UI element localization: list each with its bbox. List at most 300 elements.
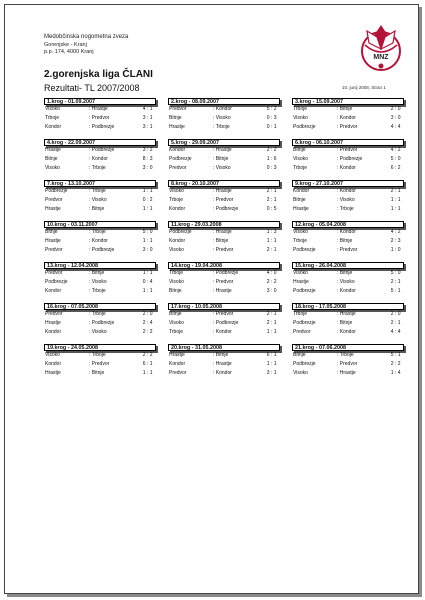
home-team: Podbrezje [45,279,68,285]
match-score: 2 : 0 [390,311,401,317]
match-row [292,105,404,114]
away-team: : Predvor [337,147,358,153]
round-block [292,180,404,215]
home-team: Predvor [45,247,63,253]
match-score: 2 : 2 [266,147,277,153]
away-team: : Bitnje [337,270,353,276]
match-score: 5 : 1 [390,352,401,358]
home-team: Bitnje [293,147,306,153]
home-team: Podbrezje [293,124,316,130]
match-score: 0 : 1 [266,124,277,130]
home-team: Podbrezje [293,247,316,253]
away-team: : Hrastje [213,361,232,367]
home-team: Trboje [293,165,307,171]
match-row [292,369,404,378]
match-row [168,278,280,287]
organization-block [44,34,128,57]
home-team: Trboje [293,311,307,317]
away-team: : Hrastje [337,311,356,317]
home-team: Bitnje [45,156,58,162]
home-team: Predvor [45,311,63,317]
match-score: 2 : 2 [142,352,153,358]
away-team: : Bitnje [213,156,229,162]
home-team: Predvor [293,329,311,335]
match-row [292,360,404,369]
page-title: 2.gorenjska liga ČLANI [44,69,153,80]
away-team: : Podbrezje [213,206,239,212]
away-team: : Predvor [213,311,234,317]
away-team: : Kondor [337,188,356,194]
match-row [44,287,156,296]
match-row [44,237,156,246]
round-block [292,303,404,338]
match-score: 2 : 0 [390,106,401,112]
match-score: 4 : 0 [266,270,277,276]
away-team: : Podbrezje [89,147,115,153]
away-team: : Visoko [337,279,355,285]
match-score: 5 : 1 [390,288,401,294]
round-block [292,98,404,133]
home-team: Bitnje [293,197,306,203]
match-score: 0 : 2 [142,197,153,203]
match-row [168,114,280,123]
away-team: : Podbrezje [337,156,363,162]
away-team: : Visoko [337,197,355,203]
round-block [168,262,280,297]
away-team: : Hrastje [89,106,108,112]
match-score: 5 : 0 [390,156,401,162]
match-score: 0 : 3 [266,165,277,171]
organization-region: Gorenjske - Kranj [44,41,87,48]
round-header: 14.krog - 19.04.2008 [168,262,280,269]
match-row [168,196,280,205]
round-block [168,344,280,379]
match-score: 3 : 0 [142,165,153,171]
round-block [168,180,280,215]
match-row [44,123,156,132]
home-team: Hrastje [45,238,61,244]
away-team: : Predvor [213,197,234,203]
away-team: : Kondor [213,106,232,112]
away-team: : Bitnje [89,206,105,212]
round-block [44,344,156,379]
home-team: Hrastje [45,320,61,326]
match-score: 1 : 0 [390,247,401,253]
match-score: 3 : 2 [142,147,153,153]
round-block [292,344,404,379]
away-team: : Hrastje [213,229,232,235]
round-header: 12.krog - 05.04.2008 [292,221,404,228]
round-header: 11.krog - 29.03.2008 [168,221,280,228]
match-score: 8 : 3 [142,156,153,162]
home-team: Hrastje [45,206,61,212]
home-team: Trboje [293,238,307,244]
home-team: Trboje [169,197,183,203]
match-score: 1 : 3 [266,229,277,235]
away-team: : Predvor [213,247,234,253]
home-team: Trboje [169,270,183,276]
away-team: : Hrastje [337,370,356,376]
home-team: Trboje [45,115,59,121]
match-row [168,105,280,114]
mnz-crest-icon [359,23,403,75]
match-score: 2 : 3 [390,238,401,244]
match-row [44,205,156,214]
match-row [292,123,404,132]
round-block [44,139,156,174]
home-team: Visoko [169,247,184,253]
away-team: : Kondor [337,165,356,171]
match-score: 2 : 2 [266,279,277,285]
away-team: : Trboje [89,229,106,235]
home-team: Visoko [293,115,308,121]
match-score: 2 : 1 [266,197,277,203]
match-row [44,164,156,173]
away-team: : Predvor [337,361,358,367]
match-score: 1 : 1 [142,370,153,376]
away-team: : Visoko [89,329,107,335]
rounds-grid [44,98,404,379]
match-row [44,228,156,237]
match-score: 1 : 1 [142,188,153,194]
round-header: 6.krog - 06.10.2007 [292,139,404,146]
away-team: : Trboje [89,311,106,317]
home-team: Kondor [293,188,310,194]
match-score: 4 : 4 [390,329,401,335]
match-row [292,155,404,164]
match-row [168,360,280,369]
home-team: Bitnje [293,352,306,358]
away-team: : Trboje [89,352,106,358]
match-score: 1 : 1 [266,329,277,335]
home-team: Hrastje [45,370,61,376]
home-team: Podbrezje [169,229,192,235]
home-team: Visoko [293,370,308,376]
round-block [44,262,156,297]
round-header: 17.krog - 10.05.2008 [168,303,280,310]
round-header: 19.krog - 24.05.2008 [44,344,156,351]
away-team: : Kondor [337,329,356,335]
match-score: 2 : 0 [142,311,153,317]
match-score: 2 : 1 [390,279,401,285]
round-block [292,221,404,256]
home-team: Predvor [169,370,187,376]
logo-text: MNZ [373,54,389,61]
match-row [168,164,280,173]
round-block [44,303,156,338]
match-row [168,319,280,328]
match-row [168,187,280,196]
home-team: Visoko [293,229,308,235]
round-header: 8.krog - 20.10.2007 [168,180,280,187]
away-team: : Trboje [337,352,354,358]
match-score: 6 : 2 [390,165,401,171]
away-team: : Podbrezje [213,270,239,276]
match-score: 2 : 1 [390,320,401,326]
home-team: Kondor [45,124,62,130]
match-score: 2 : 2 [390,361,401,367]
round-block [292,139,404,174]
match-score: 4 : 1 [142,106,153,112]
match-row [292,328,404,337]
match-score: 2 : 2 [142,329,153,335]
match-row [44,319,156,328]
match-row [292,278,404,287]
home-team: Hrastje [293,206,309,212]
away-team: : Trboje [213,124,230,130]
away-team: : Predvor [337,124,358,130]
match-row [44,369,156,378]
match-score: 2 : 1 [266,320,277,326]
home-team: Predvor [45,270,63,276]
match-row [168,155,280,164]
away-team: : Visoko [89,197,107,203]
match-row [292,246,404,255]
away-team: : Trboje [89,165,106,171]
round-block [168,98,280,133]
match-row [292,196,404,205]
round-header: 10.krog - 03.11.2007 [44,221,156,228]
match-row [292,146,404,155]
match-score: 3 : 1 [266,370,277,376]
round-header: 20.krog - 31.05.2008 [168,344,280,351]
home-team: Visoko [169,279,184,285]
home-team: Visoko [45,352,60,358]
away-team: : Predvor [337,247,358,253]
match-score: 1 : 1 [142,288,153,294]
home-team: Visoko [293,270,308,276]
match-score: 1 : 4 [390,370,401,376]
home-team: Bitnje [169,288,182,294]
organization-address: p.p. 174, 4000 Kranj [44,49,94,55]
home-team: Predvor [169,165,187,171]
page-subtitle: Rezultati- TL 2007/2008 [44,83,140,93]
round-header: 4.krog - 22.09.2007 [44,139,156,146]
match-row [44,328,156,337]
home-team: Kondor [169,361,186,367]
match-row [44,351,156,360]
round-block [168,139,280,174]
match-row [44,360,156,369]
match-row [168,310,280,319]
match-row [168,237,280,246]
round-header: 18.krog - 17.05.2008 [292,303,404,310]
home-team: Trboje [169,329,183,335]
match-score: 5 : 2 [266,106,277,112]
match-score: 1 : 1 [142,270,153,276]
match-score: 0 : 5 [266,206,277,212]
match-score: 1 : 1 [390,206,401,212]
home-team: Kondor [169,238,186,244]
round-header: 9.krog - 27.10.2007 [292,180,404,187]
match-row [292,310,404,319]
home-team: Visoko [169,188,184,194]
match-row [44,278,156,287]
round-block [292,262,404,297]
match-row [292,228,404,237]
match-score: 3 : 1 [142,115,153,121]
home-team: Bitnje [45,229,58,235]
match-row [168,228,280,237]
organization-name: Medobčinska nogometna zveza [44,34,129,40]
match-row [168,328,280,337]
match-row [44,155,156,164]
home-team: Podbrezje [293,288,316,294]
match-score: 0 : 4 [142,279,153,285]
home-team: Podbrezje [293,361,316,367]
match-score: 6 : 1 [142,361,153,367]
away-team: : Trboje [89,188,106,194]
away-team: : Podbrezje [89,247,115,253]
round-header: 16.krog - 07.05.2008 [44,303,156,310]
match-row [44,146,156,155]
round-block [168,221,280,256]
match-row [168,351,280,360]
round-block [44,98,156,133]
away-team: : Podbrezje [89,320,115,326]
away-team: : Bitnje [89,270,105,276]
away-team: : Podbrezje [89,124,115,130]
match-score: 3 : 0 [266,288,277,294]
match-score: 2 : 1 [266,247,277,253]
match-score: 1 : 1 [142,238,153,244]
match-score: 2 : 4 [142,320,153,326]
print-info: 10. junij 2008, Stran 1 [342,85,386,90]
match-row [168,205,280,214]
home-team: Visoko [169,320,184,326]
match-row [44,105,156,114]
away-team: : Bitnje [337,106,353,112]
round-header: 13.krog - 12.04.2008 [44,262,156,269]
home-team: Visoko [293,156,308,162]
away-team: : Trboje [337,206,354,212]
match-score: 3 : 1 [142,124,153,130]
match-row [292,164,404,173]
away-team: : Visoko [89,279,107,285]
round-header: 21.krog - 07.06.2008 [292,344,404,351]
home-team: Trboje [293,106,307,112]
home-team: Hrastje [169,124,185,130]
away-team: : Hrastje [213,147,232,153]
home-team: Podbrezje [45,188,68,194]
match-row [292,187,404,196]
match-score: 4 : 2 [390,229,401,235]
match-score: 3 : 0 [142,247,153,253]
match-row [168,287,280,296]
match-row [44,269,156,278]
away-team: : Trboje [89,288,106,294]
away-team: : Podbrezje [213,320,239,326]
home-team: Kondor [45,361,62,367]
match-row [44,196,156,205]
match-score: 1 : 1 [266,238,277,244]
match-score: 2 : 1 [266,311,277,317]
match-score: 1 : 1 [142,206,153,212]
away-team: : Predvor [213,279,234,285]
home-team: Hrastje [45,147,61,153]
round-header: 3.krog - 15.09.2007 [292,98,404,105]
round-header: 1.krog - 01.09.2007 [44,98,156,105]
away-team: : Visoko [213,165,231,171]
home-team: Podbrezje [293,320,316,326]
away-team: : Kondor [213,370,232,376]
away-team: : Predvor [89,361,110,367]
match-score: 4 : 4 [390,124,401,130]
round-header: 15.krog - 26.04.2008 [292,262,404,269]
match-row [44,310,156,319]
home-team: Bitnje [169,115,182,121]
match-score: 5 : 0 [142,229,153,235]
match-row [292,351,404,360]
away-team: : Bitnje [213,352,229,358]
match-row [292,114,404,123]
match-row [292,287,404,296]
round-header: 5.krog - 29.09.2007 [168,139,280,146]
match-row [44,246,156,255]
away-team: : Predvor [89,115,110,121]
away-team: : Kondor [89,156,108,162]
match-row [168,369,280,378]
match-score: 1 : 6 [266,156,277,162]
away-team: : Visoko [213,115,231,121]
round-header: 2.krog - 08.09.2007 [168,98,280,105]
away-team: : Kondor [89,238,108,244]
away-team: : Kondor [337,115,356,121]
match-row [292,237,404,246]
match-row [168,246,280,255]
away-team: : Bitnje [89,370,105,376]
away-team: : Kondor [337,288,356,294]
match-row [292,319,404,328]
match-row [168,146,280,155]
away-team: : Bitnje [337,238,353,244]
home-team: Kondor [45,329,62,335]
round-header: 7.krog - 13.10.2007 [44,180,156,187]
home-team: Kondor [169,147,186,153]
match-row [292,269,404,278]
match-score: 0 : 3 [266,115,277,121]
match-row [44,114,156,123]
away-team: : Bitnje [337,320,353,326]
away-team: : Hrastje [213,188,232,194]
home-team: Hrastje [293,279,309,285]
match-score: 2 : 1 [390,188,401,194]
home-team: Kondor [169,206,186,212]
home-team: Visoko [45,165,60,171]
home-team: Kondor [45,288,62,294]
home-team: Bitnje [169,311,182,317]
round-block [44,180,156,215]
match-row [168,269,280,278]
away-team: : Bitnje [213,238,229,244]
round-block [44,221,156,256]
home-team: Hrastje [169,352,185,358]
away-team: : Hrastje [213,288,232,294]
match-score: 4 : 2 [390,147,401,153]
match-row [168,123,280,132]
match-row [44,187,156,196]
home-team: Podbrezje [169,156,192,162]
match-score: 1 : 1 [390,197,401,203]
match-score: 6 : 1 [266,352,277,358]
away-team: : Kondor [213,329,232,335]
match-row [292,205,404,214]
home-team: Predvor [169,106,187,112]
away-team: : Kondor [337,229,356,235]
home-team: Visoko [45,106,60,112]
round-block [168,303,280,338]
match-score: 5 : 0 [390,270,401,276]
